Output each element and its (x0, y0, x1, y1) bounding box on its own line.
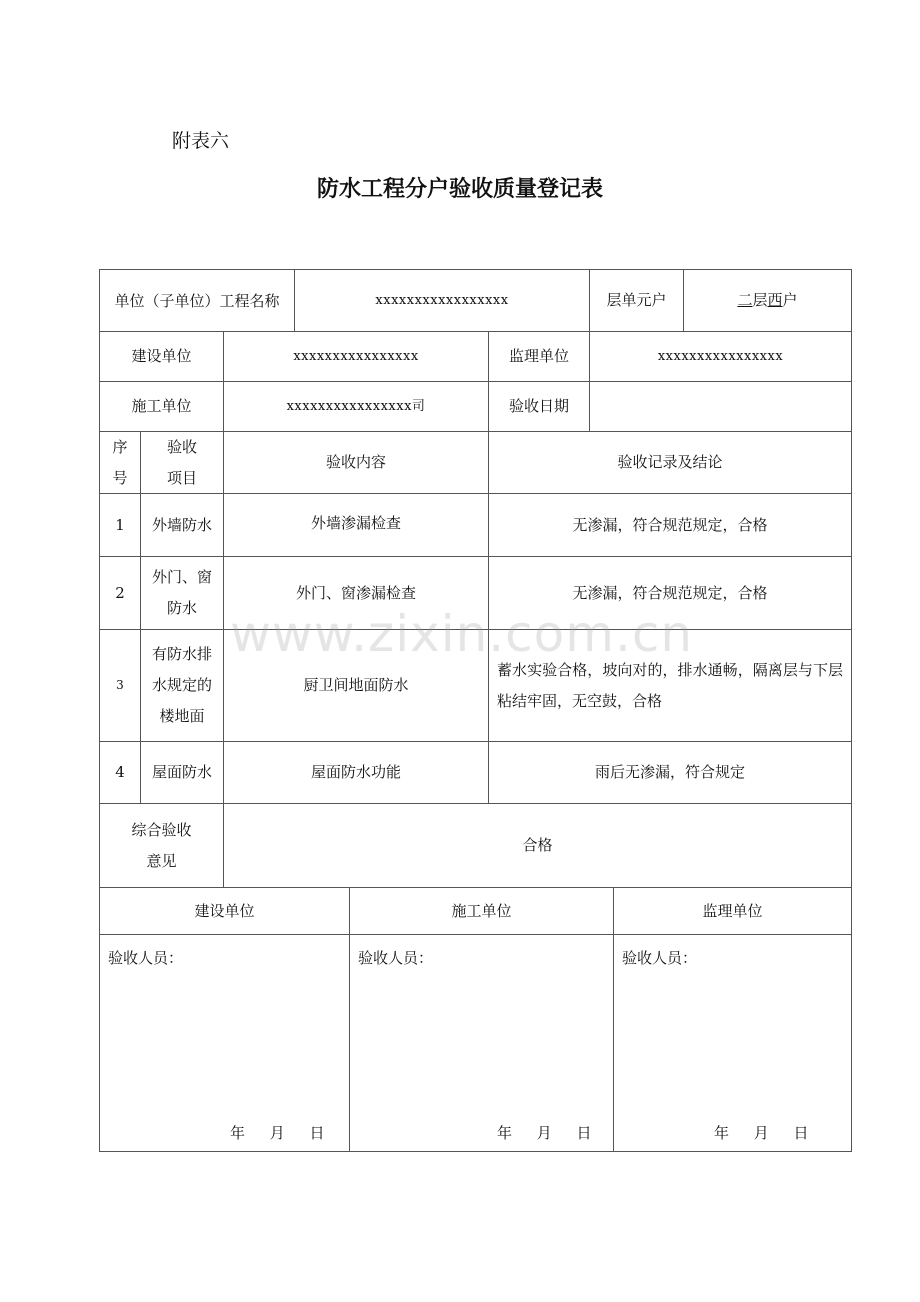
builder-label: 建设单位 (99, 331, 224, 382)
appendix-label: 附表六 (172, 130, 230, 152)
overall-label: 综合验收意见 (99, 803, 224, 888)
contractor-value: xxxxxxxxxxxxxxxx司 (223, 381, 489, 432)
row-record: 蓄水实验合格，坡向对的，排水通畅，隔离层与下层粘结牢固，无空鼓，合格 (488, 629, 852, 742)
row-content: 厨卫间地面防水 (223, 629, 489, 742)
sign-unit-supervisor: 监理单位 (613, 887, 852, 935)
sign-date: 年 月 日 (230, 1124, 325, 1142)
row-record: 雨后无渗漏，符合规定 (488, 741, 852, 804)
supervisor-label: 监理单位 (488, 331, 590, 382)
unit-value (683, 269, 852, 332)
page-title: 防水工程分户验收质量登记表 (316, 177, 603, 202)
row-record: 无渗漏，符合规范规定，合格 (488, 556, 852, 630)
contractor-label: 施工单位 (99, 381, 224, 432)
row-item: 外墙防水 (140, 493, 224, 557)
row-no: 1 (99, 493, 141, 557)
row-item: 有防水排水规定的楼地面 (140, 629, 224, 742)
sign-date: 年 月 日 (714, 1124, 809, 1142)
row-no: 2 (99, 556, 141, 630)
unit-text: 户 (782, 291, 798, 309)
row-content: 外门、窗渗漏检查 (223, 556, 489, 630)
date-label: 验收日期 (488, 381, 590, 432)
signature-box-supervisor (613, 934, 852, 1152)
sign-unit-builder: 建设单位 (99, 887, 350, 935)
unit-label: 层单元户 (589, 269, 684, 332)
inspector-label: 验收人员： (622, 949, 698, 967)
project-name-label: 单位（子单位）工程名称 (99, 269, 295, 332)
row-item: 外门、窗防水 (140, 556, 224, 630)
row-record: 无渗漏，符合规范规定，合格 (488, 493, 852, 557)
date-value (589, 381, 852, 432)
col-item: 验收项目 (140, 431, 224, 494)
builder-value: xxxxxxxxxxxxxxxx (223, 331, 489, 382)
row-content: 屋面防水功能 (223, 741, 489, 804)
row-no: 3 (99, 629, 141, 742)
overall-value: 合格 (223, 803, 852, 888)
floor-text: 层 (752, 291, 768, 309)
row-item: 屋面防水 (140, 741, 224, 804)
project-name-value: xxxxxxxxxxxxxxxxx (294, 269, 590, 332)
signature-box-contractor (349, 934, 614, 1152)
unit-direction: 西 (767, 291, 783, 309)
col-record: 验收记录及结论 (488, 431, 852, 494)
sign-date: 年 月 日 (497, 1124, 592, 1142)
watermark: www.zixin.com.cn (230, 605, 694, 663)
supervisor-value: xxxxxxxxxxxxxxxx (589, 331, 852, 382)
col-no: 序号 (99, 431, 141, 494)
inspector-label: 验收人员： (108, 949, 184, 967)
inspector-label: 验收人员： (358, 949, 434, 967)
sign-unit-contractor: 施工单位 (349, 887, 614, 935)
row-content: 外墙渗漏检查 (223, 493, 489, 557)
col-content: 验收内容 (223, 431, 489, 494)
row-no: 4 (99, 741, 141, 804)
signature-box-builder (99, 934, 350, 1152)
floor-number: 二 (737, 291, 753, 309)
